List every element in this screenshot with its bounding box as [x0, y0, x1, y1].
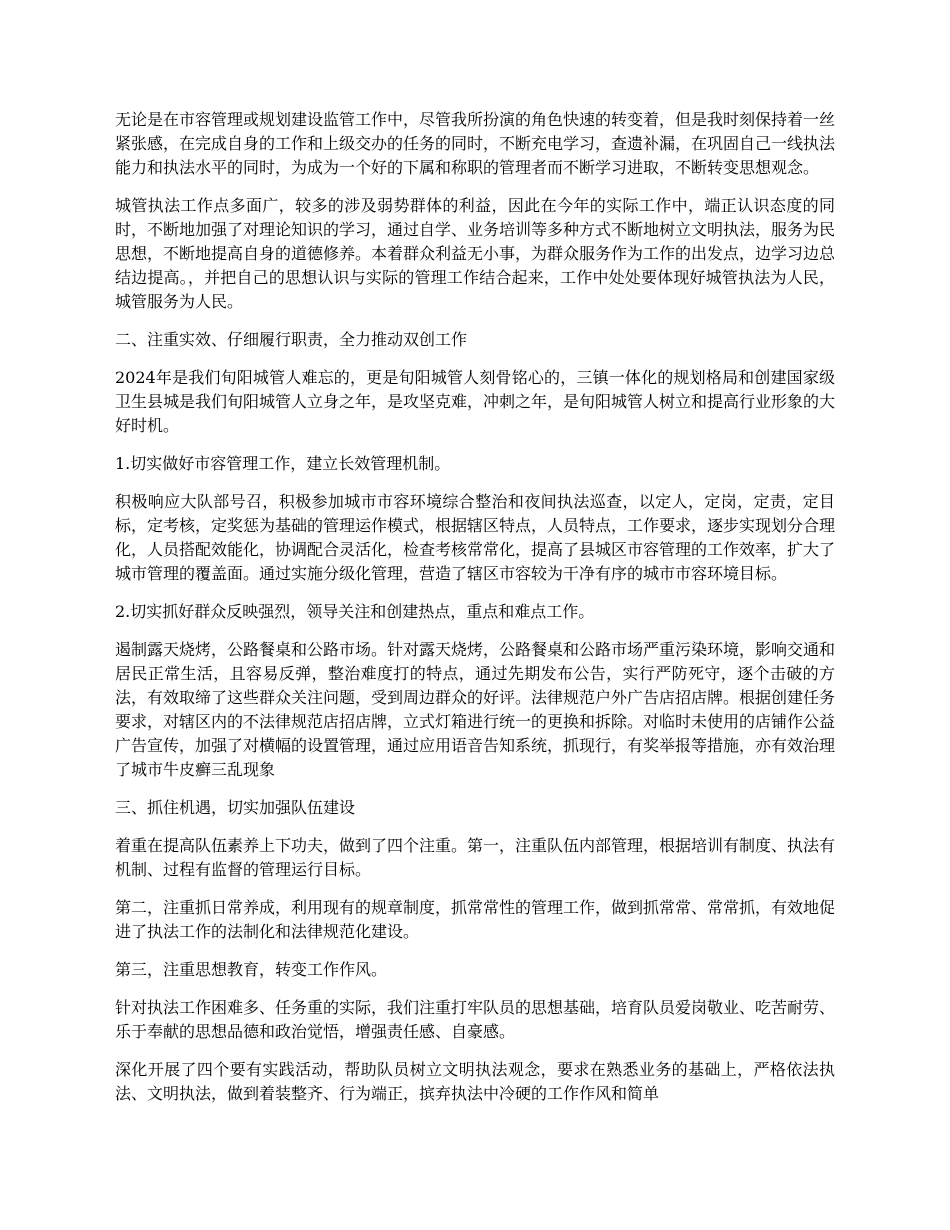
- paragraph-9: 针对执法工作困难多、任务重的实际，我们注重打牢队员的思想基础，培育队员爱岗敬业、吃苦耐劳、乐于奉献的思想品德和政治觉悟，增强责任感、自豪感。: [115, 998, 836, 1041]
- paragraph-4: 积极响应大队部号召，积极参加城市市容环境综合整治和夜间执法巡查，以定人，定岗，定责，定目标，定考核，定奖惩为基础的管理运作模式，根据辖区特点，人员特点，工作要求，逐步实现划分合理化，人员搭配效能化，协调配合灵活化，检查考核常常化，提高了县城区市容管理的工作效率，扩大了城市管理的覆盖面。通过实施分级化管理，营造了辖区市容较为干净有序的城市市容环境目标。: [115, 492, 836, 583]
- paragraph-1: 无论是在市容管理或规划建设监管工作中，尽管我所扮演的角色快速的转变着，但是我时刻保持着一丝紧张感，在完成自身的工作和上级交办的任务的同时，不断充电学习，查遗补漏，在巩固自己一线执法能力和执法水平的同时，为成为一个好的下属和称职的管理者而不断学习进取，不断转变思想观念。: [115, 110, 836, 177]
- paragraph-2: 城管执法工作点多面广，较多的涉及弱势群体的利益，因此在今年的实际工作中，端正认识态度的同时，不断地加强了对理论知识的学习，通过自学、业务培训等多种方式不断地树立文明执法，服务为民思想，不断地提高自身的道德修养。本着群众利益无小事，为群众服务作为工作的出发点，边学习边总结边提高。，并把自己的思想认识与实际的管理工作结合起来，工作中处处要体现好城管执法为人民，城管服务为人民。: [115, 196, 836, 311]
- section-heading-3: 三、抓住机遇，切实加强队伍建设: [115, 798, 356, 817]
- paragraph-5: 遏制露天烧烤，公路餐桌和公路市场。针对露天烧烤，公路餐桌和公路市场严重污染环境，影响交通和居民正常生活，且容易反弹，整治难度打的特点，通过先期发布公告，实行严防死守，逐个击破的方法，有效取缔了这些群众关注问题，受到周边群众的好评。法律规范户外广告店招店牌。根据创建任务要求，对辖区内的不法律规范店招店牌，立式灯箱进行统一的更换和拆除。对临时未使用的店铺作公益广告宣传，加强了对横幅的设置管理，通过应用语音告知系统，抓现行，有奖举报等措施，亦有效治理了城市牛皮癣三乱现象: [115, 640, 836, 779]
- paragraph-10: 深化开展了四个要有实践活动，帮助队员树立文明执法观念，要求在熟悉业务的基础上，严格依法执法、文明执法，做到着装整齐、行为端正，摈弃执法中冷硬的工作作风和简单: [115, 1060, 835, 1103]
- paragraph-6: 着重在提高队伍素养上下功夫，做到了四个注重。第一，注重队伍内部管理，根据培训有制度、执法有机制、过程有监督的管理运行目标。: [115, 836, 836, 879]
- subheading-2: 2.切实抓好群众反映强烈，领导关注和创建热点，重点和难点工作。: [115, 602, 595, 621]
- subheading-1: 1.切实做好市容管理工作，建立长效管理机制。: [115, 454, 451, 473]
- paragraph-3: 2024年是我们旬阳城管人难忘的，更是旬阳城管人刻骨铭心的，三镇一体化的规划格局和创建国家级卫生县城是我们旬阳城管人立身之年，是攻坚克难，冲刺之年，是旬阳城管人树立和提高行业形象的大好时机。: [115, 368, 836, 435]
- section-heading-2: 二、注重实效、仔细履行职责，全力推动双创工作: [115, 330, 468, 349]
- paragraph-7: 第二，注重抓日常养成，利用现有的规章制度，抓常常性的管理工作，做到抓常常、常常抓，有效地促进了执法工作的法制化和法律规范化建设。: [115, 898, 836, 941]
- paragraph-8: 第三，注重思想教育，转变工作作风。: [115, 960, 388, 979]
